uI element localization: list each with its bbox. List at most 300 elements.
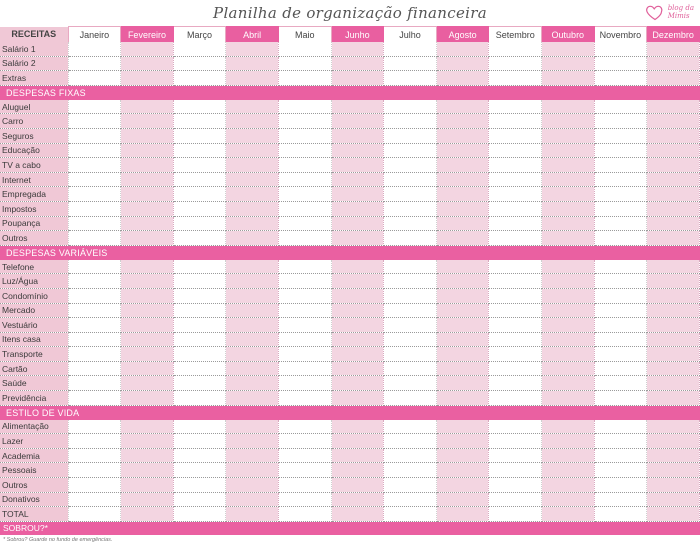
amount-cell[interactable] bbox=[278, 56, 331, 71]
amount-cell[interactable] bbox=[331, 448, 384, 463]
amount-cell[interactable] bbox=[121, 376, 174, 391]
amount-cell[interactable] bbox=[121, 114, 174, 129]
amount-cell[interactable] bbox=[594, 347, 647, 362]
amount-cell[interactable] bbox=[68, 492, 121, 507]
amount-cell[interactable] bbox=[278, 42, 331, 56]
amount-cell[interactable] bbox=[121, 420, 174, 434]
amount-cell[interactable] bbox=[121, 347, 174, 362]
amount-cell[interactable] bbox=[331, 216, 384, 231]
column-header-agosto[interactable]: Agosto bbox=[436, 27, 489, 43]
amount-cell[interactable] bbox=[173, 143, 226, 158]
amount-cell[interactable] bbox=[121, 71, 174, 86]
amount-cell[interactable] bbox=[489, 420, 542, 434]
amount-cell[interactable] bbox=[489, 332, 542, 347]
amount-cell[interactable] bbox=[331, 187, 384, 202]
amount-cell[interactable] bbox=[542, 288, 595, 303]
amount-cell[interactable] bbox=[647, 420, 700, 434]
amount-cell[interactable] bbox=[542, 100, 595, 114]
column-header-junho[interactable]: Junho bbox=[331, 27, 384, 43]
amount-cell[interactable] bbox=[436, 172, 489, 187]
amount-cell[interactable] bbox=[68, 143, 121, 158]
amount-cell[interactable] bbox=[331, 478, 384, 493]
amount-cell[interactable] bbox=[226, 448, 279, 463]
column-header-fevereiro[interactable]: Fevereiro bbox=[121, 27, 174, 43]
amount-cell[interactable] bbox=[384, 347, 437, 362]
amount-cell[interactable] bbox=[121, 332, 174, 347]
amount-cell[interactable] bbox=[173, 216, 226, 231]
amount-cell[interactable] bbox=[121, 463, 174, 478]
amount-cell[interactable] bbox=[594, 434, 647, 449]
amount-cell[interactable] bbox=[121, 216, 174, 231]
amount-cell[interactable] bbox=[278, 391, 331, 406]
amount-cell[interactable] bbox=[489, 158, 542, 173]
amount-cell[interactable] bbox=[226, 100, 279, 114]
column-header-maio[interactable]: Maio bbox=[278, 27, 331, 43]
sobrou-cell[interactable] bbox=[331, 521, 384, 535]
amount-cell[interactable] bbox=[489, 274, 542, 289]
amount-cell[interactable] bbox=[647, 376, 700, 391]
amount-cell[interactable] bbox=[384, 391, 437, 406]
column-header-novembro[interactable]: Novembro bbox=[594, 27, 647, 43]
amount-cell[interactable] bbox=[173, 332, 226, 347]
amount-cell[interactable] bbox=[68, 478, 121, 493]
amount-cell[interactable] bbox=[542, 420, 595, 434]
total-cell[interactable] bbox=[173, 507, 226, 522]
amount-cell[interactable] bbox=[173, 448, 226, 463]
amount-cell[interactable] bbox=[121, 143, 174, 158]
amount-cell[interactable] bbox=[594, 420, 647, 434]
amount-cell[interactable] bbox=[331, 100, 384, 114]
amount-cell[interactable] bbox=[384, 42, 437, 56]
amount-cell[interactable] bbox=[278, 114, 331, 129]
sobrou-cell[interactable] bbox=[278, 521, 331, 535]
amount-cell[interactable] bbox=[436, 448, 489, 463]
amount-cell[interactable] bbox=[594, 71, 647, 86]
amount-cell[interactable] bbox=[647, 216, 700, 231]
amount-cell[interactable] bbox=[68, 231, 121, 246]
amount-cell[interactable] bbox=[226, 274, 279, 289]
amount-cell[interactable] bbox=[226, 318, 279, 333]
amount-cell[interactable] bbox=[384, 303, 437, 318]
amount-cell[interactable] bbox=[647, 434, 700, 449]
amount-cell[interactable] bbox=[647, 231, 700, 246]
amount-cell[interactable] bbox=[384, 71, 437, 86]
amount-cell[interactable] bbox=[121, 448, 174, 463]
amount-cell[interactable] bbox=[436, 100, 489, 114]
amount-cell[interactable] bbox=[68, 128, 121, 143]
amount-cell[interactable] bbox=[594, 260, 647, 274]
amount-cell[interactable] bbox=[489, 434, 542, 449]
amount-cell[interactable] bbox=[647, 478, 700, 493]
amount-cell[interactable] bbox=[331, 201, 384, 216]
total-cell[interactable] bbox=[121, 507, 174, 522]
amount-cell[interactable] bbox=[173, 114, 226, 129]
amount-cell[interactable] bbox=[121, 492, 174, 507]
amount-cell[interactable] bbox=[226, 391, 279, 406]
amount-cell[interactable] bbox=[278, 216, 331, 231]
amount-cell[interactable] bbox=[173, 187, 226, 202]
amount-cell[interactable] bbox=[226, 128, 279, 143]
amount-cell[interactable] bbox=[278, 288, 331, 303]
amount-cell[interactable] bbox=[278, 434, 331, 449]
amount-cell[interactable] bbox=[121, 56, 174, 71]
amount-cell[interactable] bbox=[489, 391, 542, 406]
amount-cell[interactable] bbox=[68, 347, 121, 362]
amount-cell[interactable] bbox=[121, 128, 174, 143]
amount-cell[interactable] bbox=[121, 201, 174, 216]
amount-cell[interactable] bbox=[436, 128, 489, 143]
amount-cell[interactable] bbox=[68, 187, 121, 202]
amount-cell[interactable] bbox=[278, 201, 331, 216]
amount-cell[interactable] bbox=[436, 420, 489, 434]
amount-cell[interactable] bbox=[594, 303, 647, 318]
amount-cell[interactable] bbox=[68, 288, 121, 303]
amount-cell[interactable] bbox=[542, 231, 595, 246]
amount-cell[interactable] bbox=[68, 201, 121, 216]
amount-cell[interactable] bbox=[489, 448, 542, 463]
amount-cell[interactable] bbox=[278, 361, 331, 376]
amount-cell[interactable] bbox=[489, 56, 542, 71]
amount-cell[interactable] bbox=[226, 201, 279, 216]
amount-cell[interactable] bbox=[278, 143, 331, 158]
amount-cell[interactable] bbox=[173, 361, 226, 376]
amount-cell[interactable] bbox=[68, 114, 121, 129]
amount-cell[interactable] bbox=[121, 274, 174, 289]
amount-cell[interactable] bbox=[173, 158, 226, 173]
amount-cell[interactable] bbox=[436, 71, 489, 86]
amount-cell[interactable] bbox=[278, 187, 331, 202]
amount-cell[interactable] bbox=[173, 274, 226, 289]
amount-cell[interactable] bbox=[489, 216, 542, 231]
amount-cell[interactable] bbox=[68, 391, 121, 406]
amount-cell[interactable] bbox=[542, 216, 595, 231]
amount-cell[interactable] bbox=[226, 71, 279, 86]
amount-cell[interactable] bbox=[226, 376, 279, 391]
amount-cell[interactable] bbox=[647, 143, 700, 158]
amount-cell[interactable] bbox=[436, 434, 489, 449]
amount-cell[interactable] bbox=[647, 463, 700, 478]
amount-cell[interactable] bbox=[226, 231, 279, 246]
amount-cell[interactable] bbox=[68, 260, 121, 274]
amount-cell[interactable] bbox=[331, 303, 384, 318]
amount-cell[interactable] bbox=[384, 332, 437, 347]
amount-cell[interactable] bbox=[68, 216, 121, 231]
amount-cell[interactable] bbox=[384, 201, 437, 216]
amount-cell[interactable] bbox=[121, 231, 174, 246]
amount-cell[interactable] bbox=[542, 274, 595, 289]
total-cell[interactable] bbox=[226, 507, 279, 522]
amount-cell[interactable] bbox=[384, 172, 437, 187]
amount-cell[interactable] bbox=[278, 478, 331, 493]
column-header-setembro[interactable]: Setembro bbox=[489, 27, 542, 43]
amount-cell[interactable] bbox=[436, 114, 489, 129]
amount-cell[interactable] bbox=[436, 231, 489, 246]
amount-cell[interactable] bbox=[594, 478, 647, 493]
amount-cell[interactable] bbox=[278, 274, 331, 289]
amount-cell[interactable] bbox=[436, 42, 489, 56]
amount-cell[interactable] bbox=[173, 303, 226, 318]
amount-cell[interactable] bbox=[331, 376, 384, 391]
amount-cell[interactable] bbox=[68, 274, 121, 289]
amount-cell[interactable] bbox=[542, 56, 595, 71]
amount-cell[interactable] bbox=[121, 361, 174, 376]
amount-cell[interactable] bbox=[384, 143, 437, 158]
amount-cell[interactable] bbox=[542, 42, 595, 56]
total-cell[interactable] bbox=[331, 507, 384, 522]
amount-cell[interactable] bbox=[489, 347, 542, 362]
amount-cell[interactable] bbox=[647, 274, 700, 289]
amount-cell[interactable] bbox=[68, 420, 121, 434]
amount-cell[interactable] bbox=[594, 288, 647, 303]
amount-cell[interactable] bbox=[121, 172, 174, 187]
amount-cell[interactable] bbox=[384, 114, 437, 129]
amount-cell[interactable] bbox=[226, 492, 279, 507]
sobrou-cell[interactable] bbox=[542, 521, 595, 535]
amount-cell[interactable] bbox=[594, 216, 647, 231]
amount-cell[interactable] bbox=[384, 420, 437, 434]
amount-cell[interactable] bbox=[384, 100, 437, 114]
amount-cell[interactable] bbox=[278, 172, 331, 187]
amount-cell[interactable] bbox=[647, 56, 700, 71]
amount-cell[interactable] bbox=[331, 260, 384, 274]
amount-cell[interactable] bbox=[331, 332, 384, 347]
amount-cell[interactable] bbox=[173, 463, 226, 478]
column-header-outubro[interactable]: Outubro bbox=[542, 27, 595, 43]
amount-cell[interactable] bbox=[436, 492, 489, 507]
amount-cell[interactable] bbox=[647, 158, 700, 173]
total-cell[interactable] bbox=[489, 507, 542, 522]
amount-cell[interactable] bbox=[542, 303, 595, 318]
sobrou-cell[interactable] bbox=[226, 521, 279, 535]
amount-cell[interactable] bbox=[489, 100, 542, 114]
amount-cell[interactable] bbox=[384, 376, 437, 391]
amount-cell[interactable] bbox=[331, 158, 384, 173]
amount-cell[interactable] bbox=[594, 361, 647, 376]
amount-cell[interactable] bbox=[278, 463, 331, 478]
amount-cell[interactable] bbox=[173, 420, 226, 434]
amount-cell[interactable] bbox=[542, 347, 595, 362]
sobrou-cell[interactable] bbox=[173, 521, 226, 535]
amount-cell[interactable] bbox=[121, 158, 174, 173]
amount-cell[interactable] bbox=[226, 187, 279, 202]
amount-cell[interactable] bbox=[384, 492, 437, 507]
amount-cell[interactable] bbox=[68, 172, 121, 187]
amount-cell[interactable] bbox=[489, 463, 542, 478]
amount-cell[interactable] bbox=[436, 187, 489, 202]
amount-cell[interactable] bbox=[226, 56, 279, 71]
amount-cell[interactable] bbox=[384, 216, 437, 231]
total-cell[interactable] bbox=[278, 507, 331, 522]
amount-cell[interactable] bbox=[278, 71, 331, 86]
amount-cell[interactable] bbox=[594, 201, 647, 216]
amount-cell[interactable] bbox=[594, 274, 647, 289]
amount-cell[interactable] bbox=[489, 128, 542, 143]
amount-cell[interactable] bbox=[489, 187, 542, 202]
amount-cell[interactable] bbox=[278, 260, 331, 274]
amount-cell[interactable] bbox=[384, 318, 437, 333]
amount-cell[interactable] bbox=[68, 318, 121, 333]
amount-cell[interactable] bbox=[594, 492, 647, 507]
amount-cell[interactable] bbox=[331, 288, 384, 303]
amount-cell[interactable] bbox=[226, 303, 279, 318]
amount-cell[interactable] bbox=[121, 434, 174, 449]
total-cell[interactable] bbox=[384, 507, 437, 522]
amount-cell[interactable] bbox=[647, 361, 700, 376]
amount-cell[interactable] bbox=[173, 172, 226, 187]
amount-cell[interactable] bbox=[278, 448, 331, 463]
amount-cell[interactable] bbox=[489, 376, 542, 391]
amount-cell[interactable] bbox=[489, 303, 542, 318]
amount-cell[interactable] bbox=[436, 201, 489, 216]
amount-cell[interactable] bbox=[278, 231, 331, 246]
amount-cell[interactable] bbox=[436, 260, 489, 274]
amount-cell[interactable] bbox=[594, 172, 647, 187]
amount-cell[interactable] bbox=[489, 143, 542, 158]
amount-cell[interactable] bbox=[278, 158, 331, 173]
total-cell[interactable] bbox=[436, 507, 489, 522]
total-cell[interactable] bbox=[68, 507, 121, 522]
amount-cell[interactable] bbox=[647, 318, 700, 333]
amount-cell[interactable] bbox=[173, 376, 226, 391]
amount-cell[interactable] bbox=[331, 231, 384, 246]
amount-cell[interactable] bbox=[331, 391, 384, 406]
amount-cell[interactable] bbox=[647, 448, 700, 463]
amount-cell[interactable] bbox=[542, 478, 595, 493]
amount-cell[interactable] bbox=[68, 361, 121, 376]
amount-cell[interactable] bbox=[384, 231, 437, 246]
amount-cell[interactable] bbox=[436, 332, 489, 347]
amount-cell[interactable] bbox=[173, 478, 226, 493]
amount-cell[interactable] bbox=[173, 391, 226, 406]
amount-cell[interactable] bbox=[489, 114, 542, 129]
amount-cell[interactable] bbox=[68, 158, 121, 173]
amount-cell[interactable] bbox=[594, 376, 647, 391]
amount-cell[interactable] bbox=[542, 158, 595, 173]
amount-cell[interactable] bbox=[594, 128, 647, 143]
amount-cell[interactable] bbox=[278, 128, 331, 143]
amount-cell[interactable] bbox=[121, 100, 174, 114]
amount-cell[interactable] bbox=[647, 172, 700, 187]
amount-cell[interactable] bbox=[226, 143, 279, 158]
amount-cell[interactable] bbox=[331, 361, 384, 376]
amount-cell[interactable] bbox=[331, 143, 384, 158]
amount-cell[interactable] bbox=[173, 71, 226, 86]
amount-cell[interactable] bbox=[542, 332, 595, 347]
amount-cell[interactable] bbox=[226, 478, 279, 493]
amount-cell[interactable] bbox=[68, 42, 121, 56]
amount-cell[interactable] bbox=[278, 303, 331, 318]
sobrou-cell[interactable] bbox=[489, 521, 542, 535]
amount-cell[interactable] bbox=[489, 71, 542, 86]
amount-cell[interactable] bbox=[542, 492, 595, 507]
amount-cell[interactable] bbox=[331, 463, 384, 478]
amount-cell[interactable] bbox=[594, 391, 647, 406]
amount-cell[interactable] bbox=[384, 158, 437, 173]
amount-cell[interactable] bbox=[489, 478, 542, 493]
amount-cell[interactable] bbox=[226, 114, 279, 129]
amount-cell[interactable] bbox=[226, 463, 279, 478]
amount-cell[interactable] bbox=[68, 100, 121, 114]
amount-cell[interactable] bbox=[384, 478, 437, 493]
amount-cell[interactable] bbox=[594, 158, 647, 173]
sobrou-cell[interactable] bbox=[436, 521, 489, 535]
amount-cell[interactable] bbox=[121, 260, 174, 274]
amount-cell[interactable] bbox=[647, 391, 700, 406]
amount-cell[interactable] bbox=[436, 361, 489, 376]
amount-cell[interactable] bbox=[226, 288, 279, 303]
amount-cell[interactable] bbox=[647, 187, 700, 202]
amount-cell[interactable] bbox=[121, 303, 174, 318]
amount-cell[interactable] bbox=[384, 448, 437, 463]
amount-cell[interactable] bbox=[436, 463, 489, 478]
amount-cell[interactable] bbox=[331, 420, 384, 434]
amount-cell[interactable] bbox=[594, 114, 647, 129]
amount-cell[interactable] bbox=[384, 187, 437, 202]
amount-cell[interactable] bbox=[436, 216, 489, 231]
amount-cell[interactable] bbox=[121, 478, 174, 493]
amount-cell[interactable] bbox=[68, 71, 121, 86]
amount-cell[interactable] bbox=[594, 332, 647, 347]
sobrou-cell[interactable] bbox=[121, 521, 174, 535]
amount-cell[interactable] bbox=[331, 434, 384, 449]
amount-cell[interactable] bbox=[647, 347, 700, 362]
amount-cell[interactable] bbox=[331, 172, 384, 187]
amount-cell[interactable] bbox=[226, 434, 279, 449]
amount-cell[interactable] bbox=[226, 347, 279, 362]
sobrou-cell[interactable] bbox=[384, 521, 437, 535]
amount-cell[interactable] bbox=[173, 260, 226, 274]
amount-cell[interactable] bbox=[647, 260, 700, 274]
amount-cell[interactable] bbox=[542, 361, 595, 376]
total-cell[interactable] bbox=[594, 507, 647, 522]
amount-cell[interactable] bbox=[331, 347, 384, 362]
amount-cell[interactable] bbox=[173, 201, 226, 216]
amount-cell[interactable] bbox=[68, 434, 121, 449]
amount-cell[interactable] bbox=[226, 172, 279, 187]
amount-cell[interactable] bbox=[542, 318, 595, 333]
amount-cell[interactable] bbox=[647, 42, 700, 56]
amount-cell[interactable] bbox=[173, 288, 226, 303]
amount-cell[interactable] bbox=[173, 434, 226, 449]
amount-cell[interactable] bbox=[594, 100, 647, 114]
amount-cell[interactable] bbox=[542, 172, 595, 187]
amount-cell[interactable] bbox=[68, 56, 121, 71]
amount-cell[interactable] bbox=[121, 391, 174, 406]
amount-cell[interactable] bbox=[121, 318, 174, 333]
amount-cell[interactable] bbox=[436, 143, 489, 158]
amount-cell[interactable] bbox=[594, 463, 647, 478]
amount-cell[interactable] bbox=[173, 347, 226, 362]
amount-cell[interactable] bbox=[173, 318, 226, 333]
column-header-março[interactable]: Março bbox=[173, 27, 226, 43]
amount-cell[interactable] bbox=[542, 71, 595, 86]
amount-cell[interactable] bbox=[226, 361, 279, 376]
amount-cell[interactable] bbox=[436, 376, 489, 391]
total-cell[interactable] bbox=[647, 507, 700, 522]
amount-cell[interactable] bbox=[436, 158, 489, 173]
sobrou-cell[interactable] bbox=[594, 521, 647, 535]
amount-cell[interactable] bbox=[173, 56, 226, 71]
amount-cell[interactable] bbox=[384, 288, 437, 303]
amount-cell[interactable] bbox=[542, 463, 595, 478]
amount-cell[interactable] bbox=[278, 347, 331, 362]
amount-cell[interactable] bbox=[489, 231, 542, 246]
amount-cell[interactable] bbox=[278, 318, 331, 333]
amount-cell[interactable] bbox=[436, 288, 489, 303]
amount-cell[interactable] bbox=[226, 216, 279, 231]
amount-cell[interactable] bbox=[542, 128, 595, 143]
amount-cell[interactable] bbox=[121, 42, 174, 56]
